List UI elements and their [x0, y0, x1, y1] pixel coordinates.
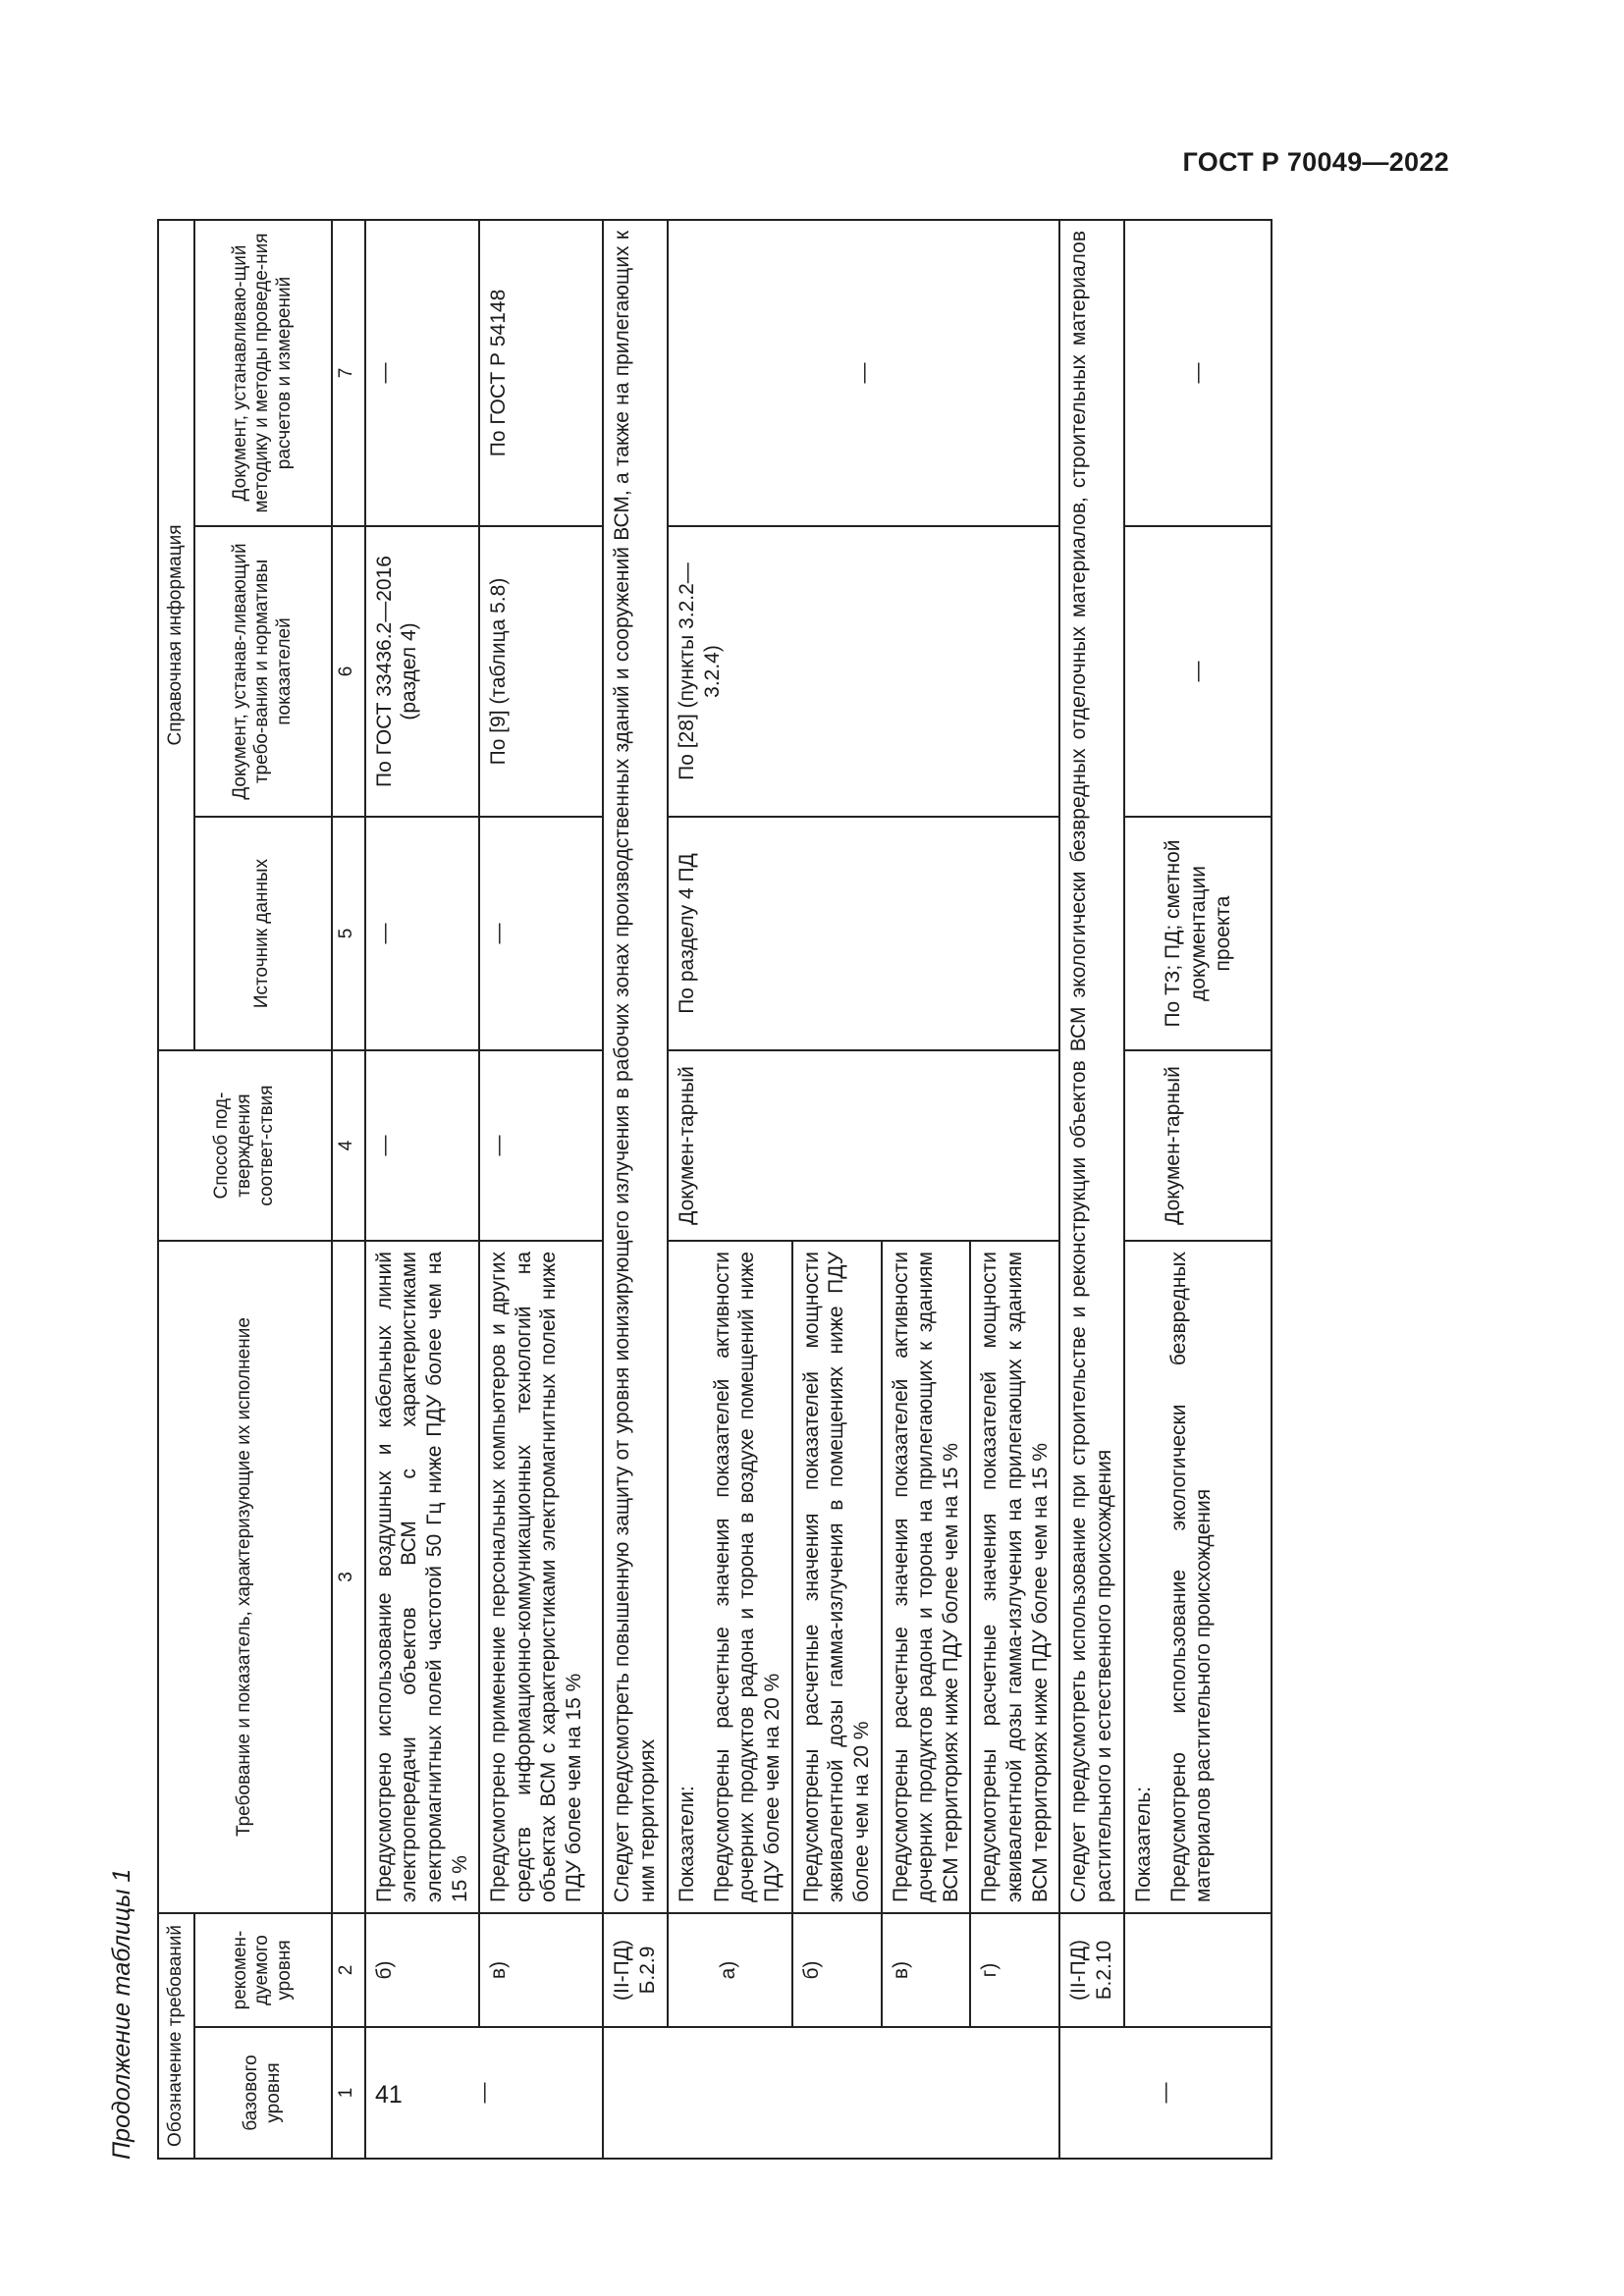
- col-number: 4: [332, 1050, 365, 1241]
- norm-doc-cell: По ГОСТ 33436.2—2016 (раздел 4): [365, 526, 479, 817]
- table-row: [1124, 220, 1272, 2159]
- level-cell: [1124, 1913, 1272, 2027]
- table-row: [365, 220, 479, 2159]
- method-doc-cell: —: [668, 220, 1059, 526]
- requirement-code: (II-ПД) Б.2.9: [603, 1913, 668, 2027]
- table-row: [668, 220, 791, 2159]
- col-number: 5: [332, 817, 365, 1050]
- confirmation-cell: —: [479, 1050, 603, 1241]
- table-row: [479, 220, 603, 2159]
- level-cell: б): [792, 1913, 882, 2027]
- header-row-1: [158, 220, 194, 2159]
- indicator-label: Показатель:: [1132, 1786, 1156, 1902]
- rotated-table-block: [108, 221, 1438, 2160]
- basic-level-cell: —: [1059, 2027, 1272, 2159]
- source-header: Источник данных: [194, 817, 332, 1050]
- confirmation-cell: Докумен-тарный: [1124, 1050, 1272, 1241]
- section-requirement-text: Следует предусмотреть использование при строительстве и реконструкции объектов ВСМ экологически безвредных отделочных материалов, строительных материалов растительного и естественного происхождения: [1059, 220, 1124, 1913]
- level-cell: г): [970, 1913, 1059, 2027]
- level-cell: в): [479, 1913, 603, 2027]
- page-number: 41: [375, 2081, 403, 2109]
- reference-group-header: Справочная информация: [158, 220, 194, 1050]
- requirement-text: [1124, 1241, 1272, 1913]
- indicator-text: Предусмотрено использование экологически безвредных материалов растительного происхождения: [1166, 1252, 1216, 1902]
- norm-doc-cell: По [28] (пункты 3.2.2—3.2.4): [668, 526, 1059, 817]
- section-row: [603, 220, 668, 2159]
- confirmation-header: Способ под-тверждения соответ-ствия: [158, 1050, 332, 1241]
- method-doc-cell: По ГОСТ Р 54148: [479, 220, 603, 526]
- col-number: 7: [332, 220, 365, 526]
- basic-level-header: базового уровня: [194, 2027, 332, 2159]
- section-requirement-text: Следует предусмотреть повышенную защиту от уровня ионизирующего излучения в рабочих зонах производственных зданий и сооружений ВСМ, а также на прилегающих к ним территориях: [603, 220, 668, 1913]
- basic-level-cell: [603, 2027, 1059, 2159]
- source-cell: —: [365, 817, 479, 1050]
- source-cell: —: [479, 817, 603, 1050]
- method-doc-cell: —: [1124, 220, 1272, 526]
- requirement-text: Предусмотрены расчетные значения показателей мощности эквивалентной дозы гамма-излучения на прилегающих к зданиям ВСМ территориях ниже ПДУ более чем на 15 %: [970, 1241, 1059, 1913]
- requirements-table: [157, 219, 1272, 2160]
- document-code: ГОСТ Р 70049—2022: [1182, 147, 1449, 177]
- col-number: 2: [332, 1913, 365, 2027]
- norm-doc-cell: —: [1124, 526, 1272, 817]
- designation-group-header: Обозначение требований: [158, 1913, 194, 2159]
- source-cell: По разделу 4 ПД: [668, 817, 1059, 1050]
- level-cell: а): [668, 1913, 791, 2027]
- indicator-text: Предусмотрены расчетные значения показателей активности дочерних продуктов радона и торона в воздухе помещений ниже ПДУ более чем на 20 %: [710, 1252, 785, 1902]
- source-cell: По ТЗ; ПД; сметной документации проекта: [1124, 817, 1272, 1050]
- requirement-text: [668, 1241, 791, 1913]
- section-row: [1059, 220, 1124, 2159]
- requirement-text: Предусмотрены расчетные значения показателей активности дочерних продуктов радона и торона на прилегающих к зданиям ВСМ территориях ниже ПДУ более чем на 15 %: [882, 1241, 971, 1913]
- requirement-text: Предусмотрено применение персональных компьютеров и других средств информационно-коммуникационных технологий на объектах ВСМ с характеристиками электромагнитных полей ниже ПДУ более чем на 15 %: [479, 1241, 603, 1913]
- level-cell: б): [365, 1913, 479, 2027]
- requirement-text: Предусмотрено использование воздушных и кабельных линий электропередачи объектов ВСМ с характеристиками электромагнитных полей частотой 50 Гц ниже ПДУ более чем на 15 %: [365, 1241, 479, 1913]
- column-numbers-row: [332, 220, 365, 2159]
- confirmation-cell: Докумен-тарный: [668, 1050, 1059, 1241]
- norm-doc-cell: По [9] (таблица 5.8): [479, 526, 603, 817]
- basic-level-cell: —: [365, 2027, 603, 2159]
- recommended-level-header: рекомен-дуемого уровня: [194, 1913, 332, 2027]
- requirement-code: (II-ПД) Б.2.10: [1059, 1913, 1124, 2027]
- method-doc-cell: —: [365, 220, 479, 526]
- norm-doc-header: Документ, устанав-ливающий требо-вания и нормативы показателей: [194, 526, 332, 817]
- confirmation-cell: —: [365, 1050, 479, 1241]
- col-number: 1: [332, 2027, 365, 2159]
- method-doc-header: Документ, устанавливаю-щий методику и методы проведе-ния расчетов и измерений: [194, 220, 332, 526]
- requirement-text: Предусмотрены расчетные значения показателей мощности эквивалентной дозы гамма-излучения в помещениях ниже ПДУ более чем на 20 %: [792, 1241, 882, 1913]
- col-number: 3: [332, 1241, 365, 1913]
- level-cell: в): [882, 1913, 971, 2027]
- indicators-label: Показатели:: [676, 1786, 699, 1902]
- table-caption: Продолжение таблицы 1: [108, 1868, 135, 2160]
- col-number: 6: [332, 526, 365, 817]
- requirement-header: Требование и показатель, характеризующие их исполнение: [158, 1241, 332, 1913]
